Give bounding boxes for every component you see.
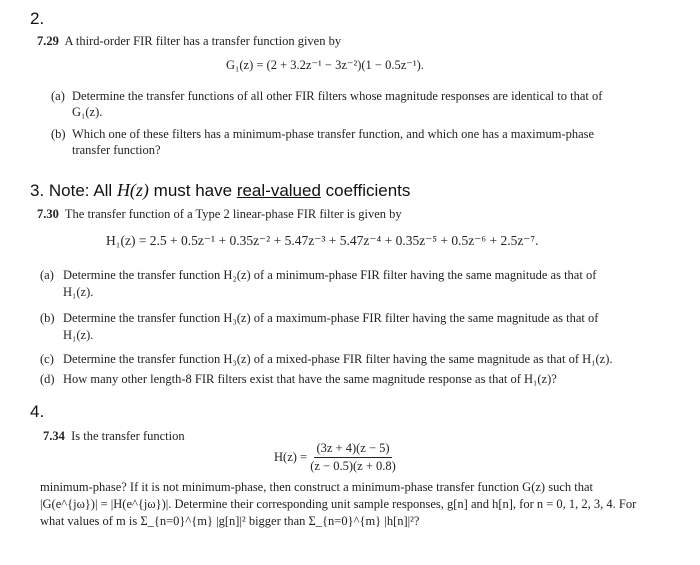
q2-intro-line bbox=[37, 33, 341, 49]
q4-line3: what values of m is Σ_{n=0}^{m} |g[n]|² bigger than Σ_{n=0}^{m} |h[n]|²? bbox=[40, 514, 420, 528]
q4-eq-numerator: (3z + 4)(z − 5) bbox=[314, 441, 391, 458]
q3-part-a-line1: Determine the transfer function H₂(z) of a minimum-phase FIR filter having the same magnitude as that of bbox=[63, 268, 597, 282]
q2-part-b-line1: Which one of these filters has a minimum-phase transfer function, and which one has a maximum-phase bbox=[72, 127, 595, 141]
q3-problem-id: 7.30 bbox=[37, 207, 59, 221]
q4-intro: Is the transfer function bbox=[71, 429, 185, 443]
q4-equation bbox=[274, 441, 396, 474]
q4-eq-denominator: (z − 0.5)(z + 0.8) bbox=[310, 459, 396, 473]
q3-part-b-label: (b) bbox=[40, 311, 55, 325]
q4-intro-line bbox=[43, 428, 185, 444]
q3-intro: The transfer function of a Type 2 linear-phase FIR filter is given by bbox=[64, 207, 402, 221]
q3-part-b-line2: H₁(z). bbox=[63, 328, 94, 342]
q3-heading-hz: H(z) bbox=[116, 180, 149, 200]
q4-line2: |G(e^{jω})| = |H(e^{jω})|. Determine their corresponding unit sample responses, g[n] and h[n], for n = 0, 1, 2, 3, 4. For bbox=[40, 497, 637, 511]
q3-heading bbox=[30, 180, 410, 201]
q3-part-a-line2: H₁(z). bbox=[63, 285, 94, 299]
q4-problem-id: 7.34 bbox=[43, 429, 65, 443]
q4-eq-lhs: H(z) = bbox=[274, 450, 308, 464]
q3-heading-prefix: 3. Note: All bbox=[30, 181, 117, 200]
q2-part-b-label: (b) bbox=[51, 127, 66, 141]
q3-equation: H₁(z) = 2.5 + 0.5z⁻¹ + 0.35z⁻² + 5.47z⁻³ + 5.47z⁻⁴ + 0.35z⁻⁵ + 0.5z⁻⁶ + 2.5z⁻⁷. bbox=[106, 233, 539, 248]
q3-part-a-label: (a) bbox=[40, 268, 54, 282]
q2-part-a-line1: Determine the transfer functions of all other FIR filters whose magnitude responses are identical to that of bbox=[72, 89, 603, 103]
q3-part-c-line1: Determine the transfer function H₃(z) of a mixed-phase FIR filter having the same magnitude as that of H₁(z). bbox=[63, 352, 613, 366]
q4-number: 4. bbox=[30, 402, 45, 421]
q2-equation: G₁(z) = (2 + 3.2z⁻¹ − 3z⁻²)(1 − 0.5z⁻¹). bbox=[226, 58, 424, 72]
q3-heading-underlined: real-valued bbox=[236, 181, 321, 200]
q3-intro-line bbox=[37, 206, 402, 222]
q3-part-d-label: (d) bbox=[40, 372, 55, 386]
q2-part-a-line2: G₁(z). bbox=[72, 105, 103, 119]
q2-intro: A third-order FIR filter has a transfer function given by bbox=[64, 34, 342, 48]
q2-part-a-label: (a) bbox=[51, 89, 65, 103]
q3-part-b-line1: Determine the transfer function H₃(z) of a maximum-phase FIR filter having the same magnitude as that of bbox=[63, 311, 599, 325]
q3-part-d-line1: How many other length-8 FIR filters exist that have the same magnitude response as that of H₁(z)? bbox=[63, 372, 557, 386]
q3-heading-mid: must have bbox=[148, 181, 237, 200]
q3-heading-suffix: coefficients bbox=[320, 181, 411, 200]
q2-problem-id: 7.29 bbox=[37, 34, 59, 48]
q4-eq-fraction bbox=[310, 441, 396, 474]
q2-number: 2. bbox=[30, 9, 45, 28]
q4-line1: minimum-phase? If it is not minimum-phase, then construct a minimum-phase transfer function G(z) such that bbox=[40, 480, 593, 494]
q3-part-c-label: (c) bbox=[40, 352, 54, 366]
q2-part-b-line2: transfer function? bbox=[72, 143, 161, 157]
